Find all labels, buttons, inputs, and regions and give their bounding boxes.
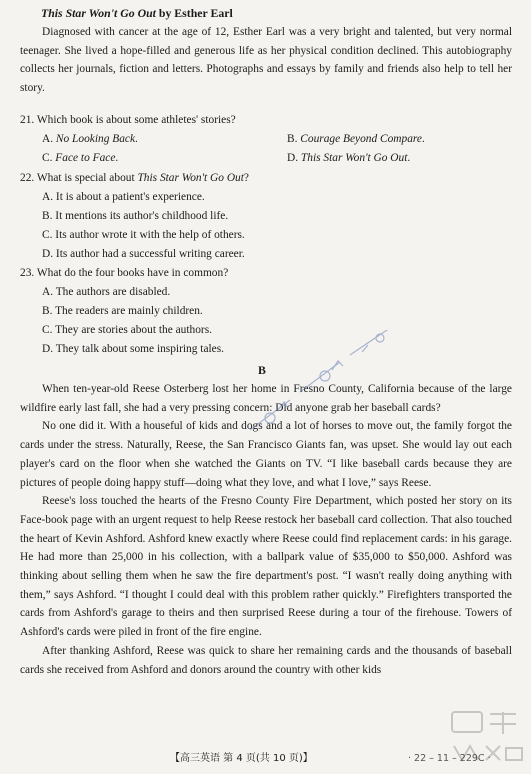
page-footer <box>0 751 531 767</box>
question-22-option-c: C. Its author wrote it with the help of others. <box>42 229 245 241</box>
question-22-option-d: D. Its author had a successful writing career. <box>42 248 245 260</box>
section-b-paragraph-3: Reese's loss touched the hearts of the Fresno County Fire Department, which posted her story on its Face-book page with an urgent request to help Reese restock her baseball card collection. That also touched the heart of Kevin Ashford. Ashford knew exactly where Reese could find replacement cards: in his garage. He had more than 25,000 in his collection, with a ballpark value of $35,000 to $50,000. Ashford was thinking about selling them when he saw the fire department's post. “I wasn't really doing anything with them,” says Ashford. “I thought I could deal with this problem rather quickly.” Firefighters transported the cards from Ashford's garage to theirs and then surprised Reese during a tour of the firehouse. Towers of Ashford's cards were piled in front of the fire engine. <box>20 495 512 639</box>
question-22-stem: 22. What is special about This Star Won't Go Out? <box>20 172 249 184</box>
question-21-option-a: A. No Looking Back. <box>42 133 138 145</box>
book-title: This Star Won't Go Out <box>41 6 156 20</box>
section-b-paragraph-2: No one did it. With a houseful of kids and dogs and a lot of horses to move out, the family forgot the cards under the stress. Naturally, Reese, the San Francisco Giants fan, was upset. She would lay out each player's card on the floor when she watched the Giants on TV. “I like baseball cards because they are pictures of people doing happy stuff—doing what they love, and what I love,” says Reese. <box>20 420 512 489</box>
question-23-option-a: A. The authors are disabled. <box>42 286 171 298</box>
passage-a-paragraph-block <box>20 23 512 98</box>
footer-code: · 22 – 11 – 229C · <box>408 753 491 764</box>
question-21-option-b: B. Courage Beyond Compare. <box>287 133 425 145</box>
question-22-option-a: A. It is about a patient's experience. <box>42 191 205 203</box>
question-23-option-d: D. They talk about some inspiring tales. <box>42 343 225 355</box>
book-title-heading <box>41 4 233 23</box>
question-23-stem: 23. What do the four books have in common? <box>20 267 229 279</box>
question-21-option-c: C. Face to Face. <box>42 152 119 164</box>
book-author: by Esther Earl <box>155 6 233 20</box>
footer-page-info: 【高三英语 第 4 页(共 10 页)】 <box>170 753 313 764</box>
question-22-option-b: B. It mentions its author's childhood life. <box>42 210 229 222</box>
question-21-option-d: D. This Star Won't Go Out. <box>287 152 411 164</box>
question-21-stem: 21. Which book is about some athletes' stories? <box>20 114 236 126</box>
seal-stamp-icon <box>230 330 420 440</box>
section-b-label: B <box>258 363 266 377</box>
question-23-option-c: C. They are stories about the authors. <box>42 324 212 336</box>
section-b-paragraph-1: When ten-year-old Reese Osterberg lost her home in Fresno County, California because of the large wildfire early last fall, she had a very pressing concern: Did anyone grab her baseball cards? <box>20 383 512 414</box>
passage-a-paragraph: Diagnosed with cancer at the age of 12, Esther Earl was a very bright and talented, but very normal teenager. She lived a hope-filled and generous life as her physical condition declined. This autobiography collects her journals, fiction and letters. Photographs and essays by family and friends also help to tell her story. <box>20 26 512 95</box>
question-23-option-b: B. The readers are mainly children. <box>42 305 203 317</box>
section-b-paragraph-4: After thanking Ashford, Reese was quick to share her remaining cards and the thousands of baseball cards she received from Ashford and donors around the country with other kids <box>20 644 512 676</box>
